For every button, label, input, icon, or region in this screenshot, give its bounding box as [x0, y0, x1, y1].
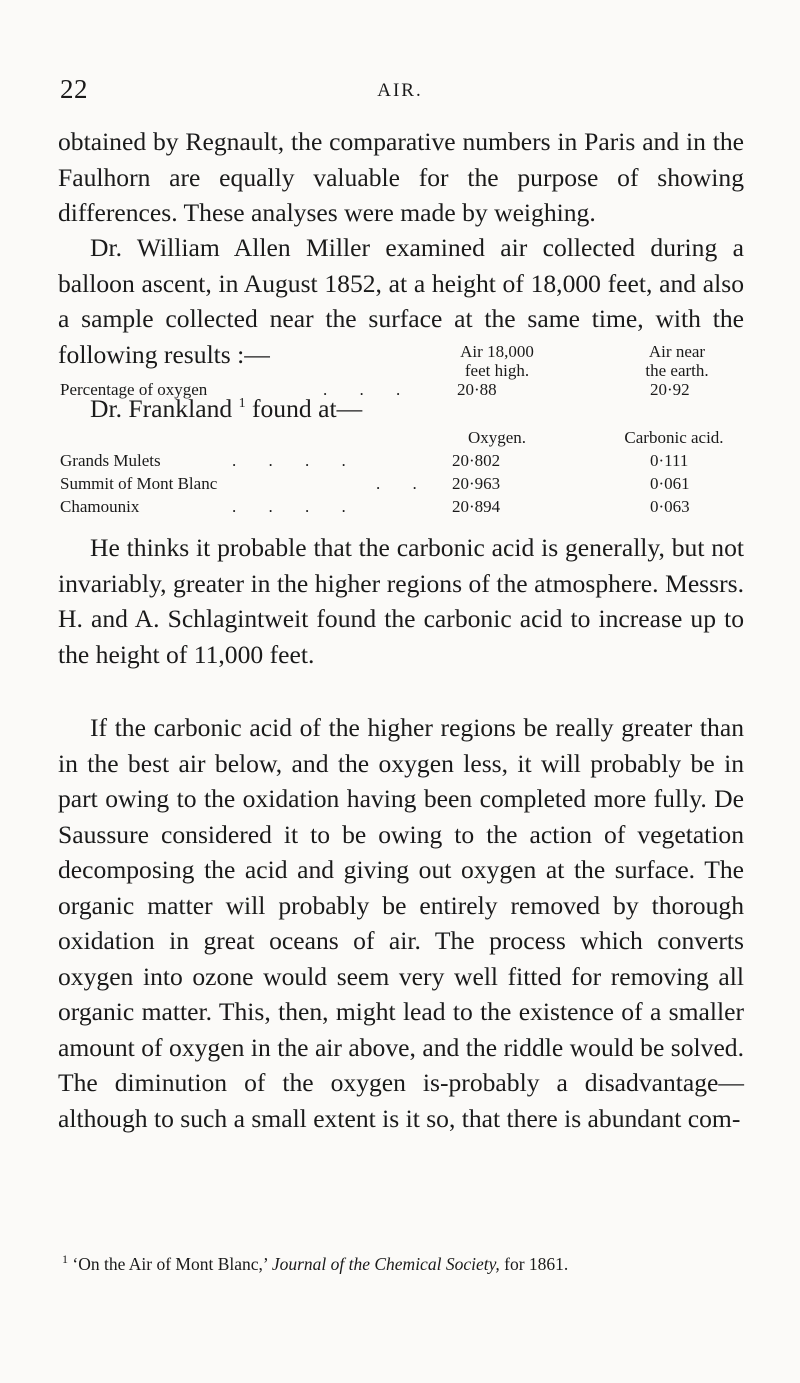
value-oxygen-earth: 20·92: [650, 380, 690, 399]
value-oxygen-high: 20·88: [457, 380, 497, 399]
value-carbonic-acid: 0·111: [650, 451, 689, 470]
value-carbonic-acid: 0·061: [650, 474, 690, 493]
col-header-air-high: Air 18,000 feet high.: [460, 342, 534, 380]
row-place-mont-blanc: Summit of Mont Blanc: [60, 474, 218, 493]
running-title: AIR.: [377, 80, 423, 101]
paragraph-miller: Dr. William Allen Miller examined air collected during a balloon ascent, in August 1852, at a height of 18,000 feet, and also a sample collected near the surface at the same time, with the following results :—: [58, 233, 744, 369]
col-header-air-earth: Air near the earth.: [645, 342, 709, 380]
value-carbonic-acid: 0·063: [650, 497, 690, 516]
col-header-oxygen: Oxygen.: [467, 428, 527, 447]
leader-dots: . . . .: [232, 497, 360, 516]
footnote-mark: 1: [62, 1252, 68, 1266]
journal-title: Journal of the Chemical Society,: [271, 1254, 500, 1274]
paragraph-oxidation: If the carbonic acid of the higher regions be really greater than in the best air below, and the oxygen less, it will probably be in part owing to the oxidation having been completed more fully. De Saussure considered it to be owing to the action of vegetation decomposing the acid and giving out oxygen at the surface. The organic matter will probably be entirely removed by thorough oxidation in great oceans of air. The process which converts oxygen into ozone would seem very well fitted for removing all organic matter. This, then, might lead to the existence of a smaller amount of oxygen in the air above, and the riddle would be solved. The diminution of the oxygen is-probably a disadvantage—although to such a small extent is it so, that there is abundant com-: [58, 713, 744, 1133]
row-label-oxygen-percentage: Percentage of oxygen: [60, 380, 208, 399]
value-oxygen: 20·802: [452, 451, 501, 470]
leader-dots: . . . .: [232, 451, 360, 470]
page-number: 22: [60, 74, 88, 104]
col-header-carbonic-acid: Carbonic acid.: [624, 428, 724, 447]
frankland-intro: Dr. Frankland $^1$ found at—: [90, 394, 363, 423]
value-oxygen: 20·963: [452, 474, 501, 493]
footnote: $^1$ ‘On the Air of Mont Blanc,’ Journal of the Chemical Society, for 1861.: [62, 1252, 569, 1274]
row-place-grands-mulets: Grands Mulets: [60, 451, 161, 470]
leader-dots: . . .: [323, 380, 415, 399]
paragraph-regnault: obtained by Regnault, the comparative numbers in Paris and in the Faulhorn are equally valuable for the purpose of showing differences. These analyses were made by weighing.: [58, 127, 744, 227]
leader-dots: . .: [376, 474, 431, 493]
paragraph-carbonic-acid: He thinks it probable that the carbonic acid is generally, but not invariably, greater in the higher regions of the atmosphere. Messrs. H. and A. Schlagintweit found the carbonic acid to increase up to the height of 11,000 feet.: [58, 533, 744, 669]
row-place-chamounix: Chamounix: [60, 497, 140, 516]
footnote-reference: 1: [238, 396, 246, 411]
value-oxygen: 20·894: [452, 497, 501, 516]
